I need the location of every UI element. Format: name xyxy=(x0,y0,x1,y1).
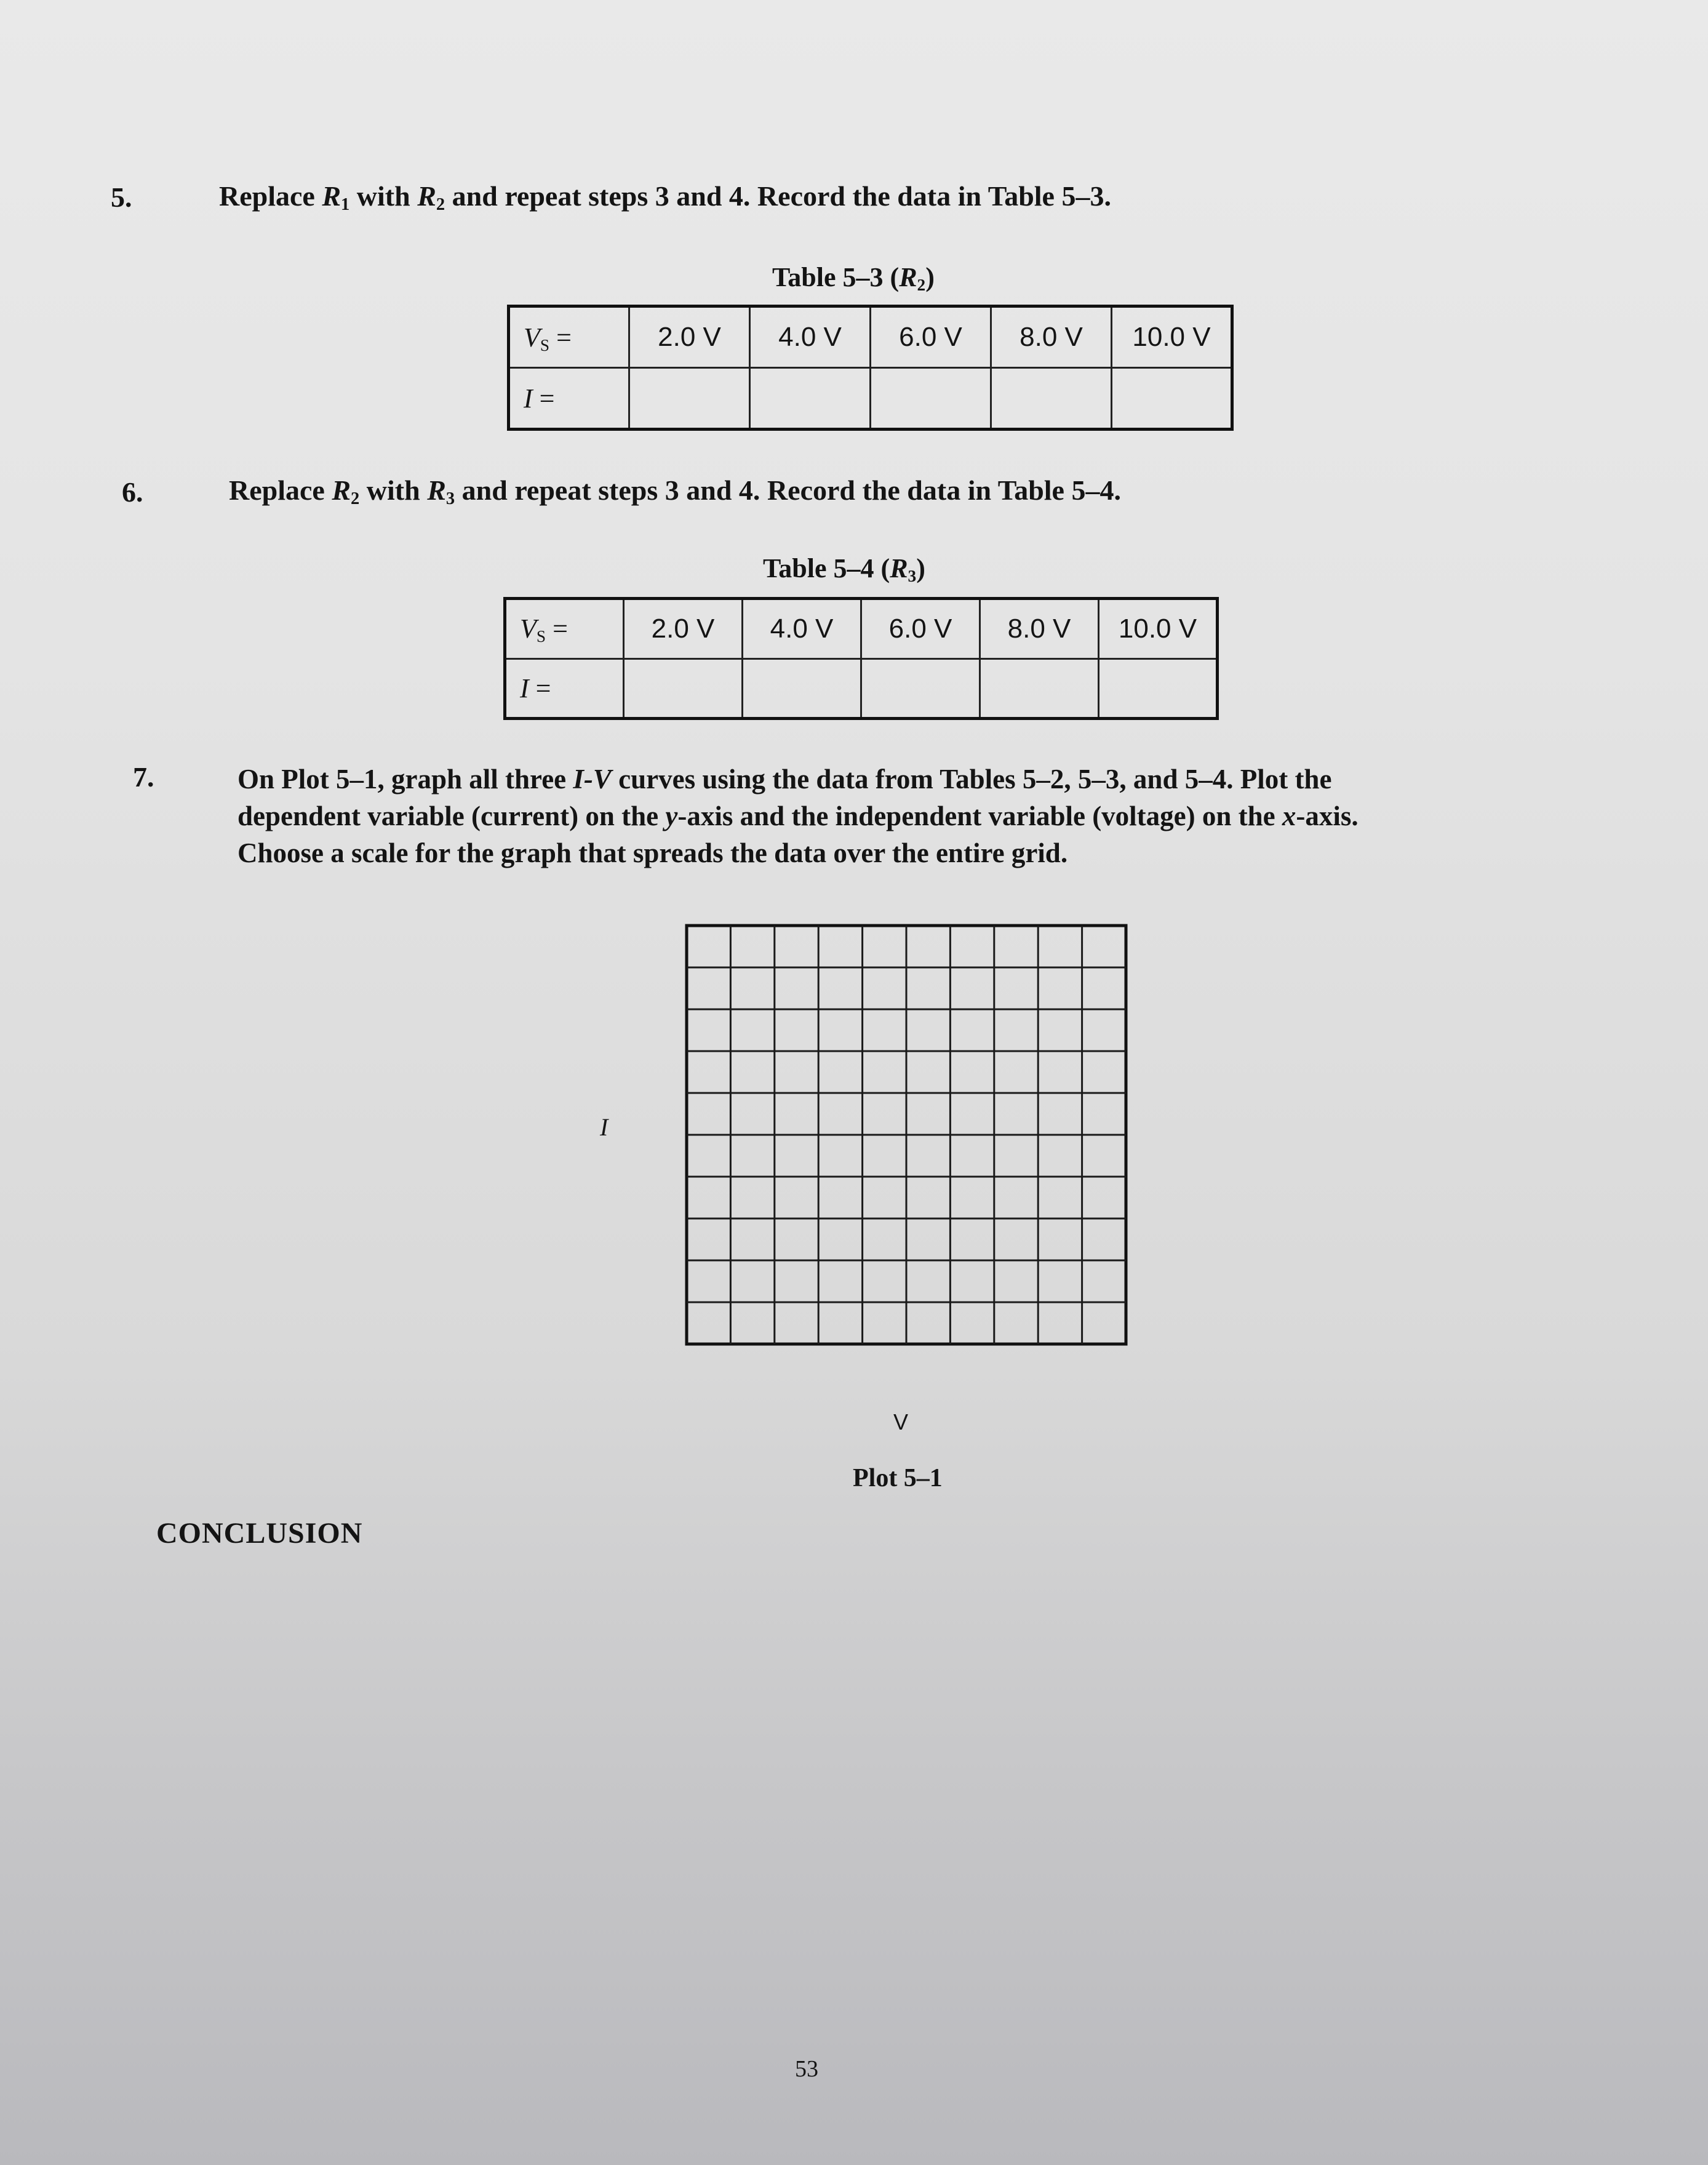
current-entry-cell xyxy=(1112,368,1232,430)
page-number: 53 xyxy=(795,2056,818,2082)
current-entry-cell xyxy=(624,658,743,719)
step-7-line-1: On Plot 5–1, graph all three I-V curves using the data from Tables 5–2, 5–3, and 5–4. Plot the xyxy=(237,764,1332,794)
current-entry-cell xyxy=(1099,658,1218,719)
voltage-cell: 4.0 V xyxy=(750,306,871,368)
voltage-cell: 8.0 V xyxy=(980,599,1099,659)
current-entry-cell xyxy=(871,368,991,430)
voltage-cell: 2.0 V xyxy=(629,306,750,368)
step-7-line-3: Choose a scale for the graph that spreads the data over the entire grid. xyxy=(237,838,1068,868)
table-row xyxy=(505,658,1218,719)
table-5-4 xyxy=(503,597,1219,720)
current-entry-cell xyxy=(980,658,1099,719)
plot-caption: Plot 5–1 xyxy=(853,1464,943,1492)
current-label-cell: I = xyxy=(509,368,629,430)
step-5-instruction: Replace $R_1$ with $R_2$ and repeat steps 3 and 4. Record the data in Table 5–3. xyxy=(219,180,1111,215)
step-6-instruction: Replace $R_2$ with $R_3$ and repeat steps 3 and 4. Record the data in Table 5–4. xyxy=(229,474,1121,509)
table-row xyxy=(505,599,1218,659)
vs-label-cell: $V_S$ = xyxy=(505,599,624,659)
step-7-instruction xyxy=(237,761,1359,871)
table-5-4-caption: Table 5–4 $(R_3)$ xyxy=(763,553,925,585)
table-row xyxy=(509,306,1232,368)
current-label-cell: I = xyxy=(505,658,624,719)
voltage-cell: 2.0 V xyxy=(624,599,743,659)
table-row xyxy=(509,368,1232,430)
current-entry-cell xyxy=(743,658,861,719)
voltage-cell: 6.0 V xyxy=(871,306,991,368)
step-5-number: 5. xyxy=(111,182,132,213)
voltage-cell: 10.0 V xyxy=(1112,306,1232,368)
voltage-cell: 8.0 V xyxy=(991,306,1112,368)
plot-grid xyxy=(683,922,1130,1349)
x-axis-label: V xyxy=(893,1409,909,1435)
step-7-number: 7. xyxy=(133,761,154,793)
vs-label-cell: $V_S$ = xyxy=(509,306,629,368)
y-axis-label: I xyxy=(600,1113,609,1141)
voltage-cell: 4.0 V xyxy=(743,599,861,659)
voltage-cell: 10.0 V xyxy=(1099,599,1218,659)
current-entry-cell xyxy=(629,368,750,430)
current-entry-cell xyxy=(991,368,1112,430)
voltage-cell: 6.0 V xyxy=(861,599,980,659)
step-6-number: 6. xyxy=(122,476,143,508)
current-entry-cell xyxy=(750,368,871,430)
step-7-line-2: dependent variable (current) on the y-axis and the independent variable (voltage) on the x-axis. xyxy=(237,801,1359,831)
current-entry-cell xyxy=(861,658,980,719)
table-5-3-caption: Table 5–3 $(R_2)$ xyxy=(772,262,935,294)
table-5-3 xyxy=(507,305,1234,431)
conclusion-heading: CONCLUSION xyxy=(156,1517,363,1550)
